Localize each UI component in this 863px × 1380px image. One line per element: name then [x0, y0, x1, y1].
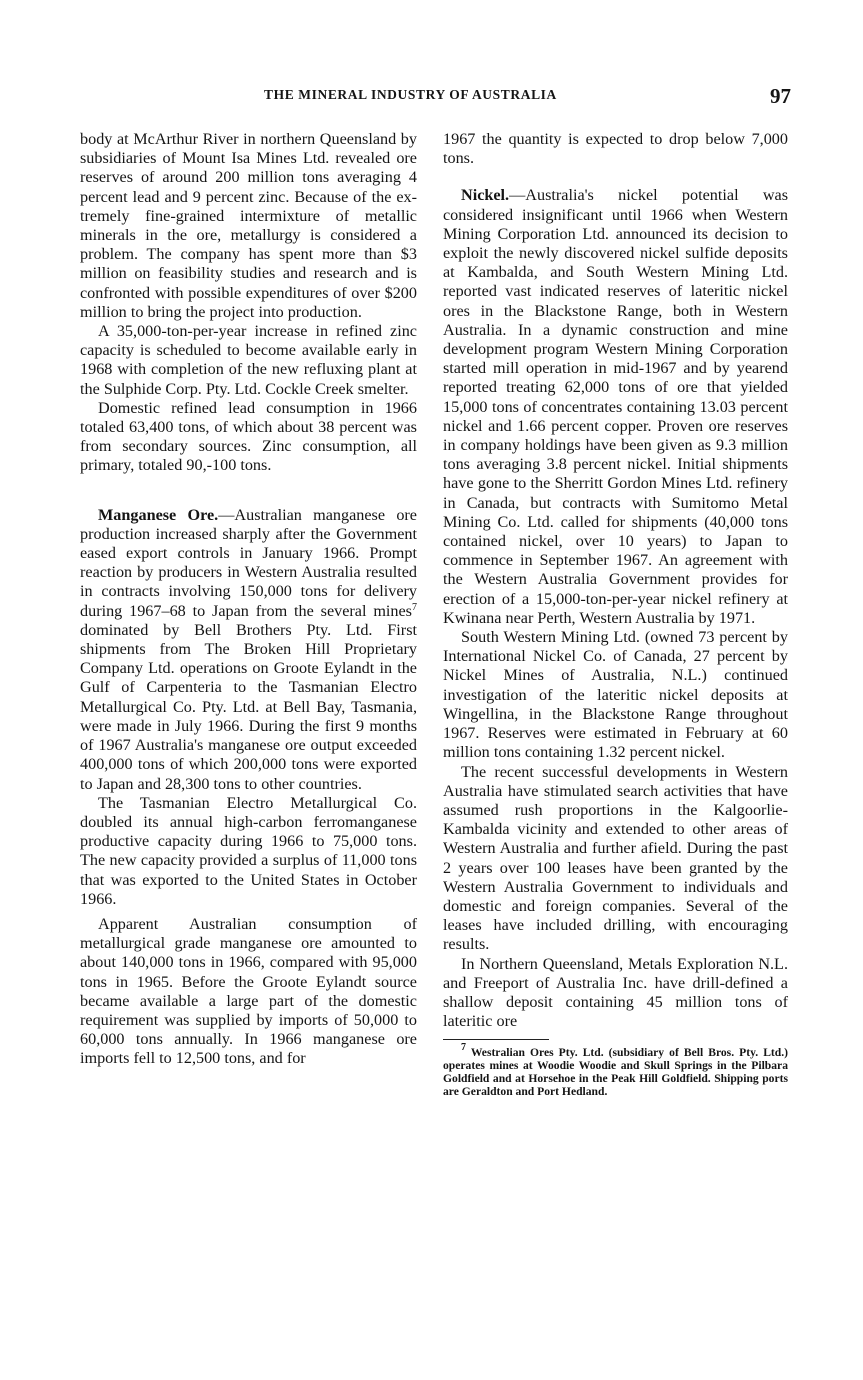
manganese-paragraph: [80, 506, 417, 794]
manganese-text-a: —Australian manganese ore production increased sharply after the Government eased export controls in January 1966. Prompt reaction by producers in Western Australia resulted in contracts involving 150,000 tons for delivery during 1967–68 to Japan from the several mines: [80, 505, 417, 620]
manganese-text-b: dominated by Bell Brothers Pty. Ltd. First shipments from The Broken Hill Proprietary Company Ltd. operations on Groote Eylandt in the Gulf of Carpenteria to the Tasmanian Electro Metallurgical Co. Pty. Ltd. at Bell Bay, Tasmania, were made in July 1966. During the first 9 months of 1967 Australia's manganese ore output exceeded 400,000 tons of which 200,000 tons were exported to Japan and 28,300 tons to other countries.: [80, 620, 417, 793]
zinc-reserves-paragraph: body at McArthur River in northern Queensland by subsidiaries of Mount Isa Mines Ltd. revealed ore reserves of around 200 million tons averaging 4 percent lead and 9 percent zinc. Because of the extremely fine-grained intermixture of metallic minerals in the ore, metallurgy is considered a problem. The company has spent more than $3 million on feasibility studies and research and is confronted with possible expenditures of over $200 million to bring the project into production.: [80, 130, 417, 321]
page-header: [80, 84, 793, 110]
exploration-paragraph: The recent successful developments in Western Australia have stimulated search activities that have assumed rush proportions in the Kalgoorlie-Kambalda vicinity and extended to other areas of Western Australia and further afield. During the past 2 years over 100 leases have been granted by the Western Australia Government to individuals and domestic and foreign companies. Several of the leases have included drilling, with encouraging results.: [443, 762, 788, 954]
queensland-paragraph: In Northern Queensland, Metals Exploration N.L. and Freeport of Australia Inc. have drill-defined a shallow deposit containing 45 million tons of lateritic ore: [443, 954, 788, 1031]
footnote-marker: 7: [461, 1042, 466, 1054]
footnote-ref: 7: [412, 601, 417, 613]
manganese-consumption-paragraph: Apparent Australian consumption of metallurgical grade manganese ore amounted to about 140,000 tons in 1966, compared with 95,000 tons in 1965. Before the Groote Eylandt source became available a large part of the domestic requirement was supplied by imports of 50,000 to 60,000 tons annually. In 1966 manganese ore imports fell to 12,500 tons, and for: [80, 914, 417, 1068]
right-column: [443, 130, 788, 1098]
nickel-heading: Nickel.: [461, 186, 510, 205]
lead-consumption-paragraph: Domestic refined lead consumption in 1966 totaled 63,400 tons, of which about 38 percent was from secondary sources. Zinc consumption, all primary, totaled 90,-100 tons.: [80, 398, 417, 475]
manganese-continuation-paragraph: 1967 the quantity is expected to drop below 7,000 tons.: [443, 130, 788, 168]
left-column: [80, 130, 417, 1069]
ferromanganese-paragraph: The Tasmanian Electro Metallurgical Co. doubled its annual high-carbon ferromanganese productive capacity during 1966 to 75,000 tons. The new capacity provided a surplus of 11,000 tons that was exported to the United States in October 1966.: [80, 793, 417, 908]
footnote: [443, 1042, 788, 1099]
running-title: THE MINERAL INDUSTRY OF AUSTRALIA: [264, 87, 557, 102]
footnote-text: Westralian Ores Pty. Ltd. (subsidiary of Bell Bros. Pty. Ltd.) operates mines at Woodie Woodie and Skull Springs in the Pilbara Goldfield and at Horsehoe in the Peak Hill Goldfield. Shipping ports are Geraldton and Port Hedland.: [443, 1046, 788, 1099]
nickel-paragraph: [443, 186, 788, 628]
page-number: 97: [770, 84, 791, 108]
footnote-rule: [443, 1039, 549, 1040]
wingellina-paragraph: South Western Mining Ltd. (owned 73 percent by International Nickel Co. of Canada, 27 percent by Nickel Mines of Australia, N.L.) continued investigation of the lateritic nickel deposits at Wingellina, in the Blackstone Range throughout 1967. Reserves were estimated in February at 60 million tons containing 1.32 percent nickel.: [443, 628, 788, 762]
zinc-capacity-paragraph: A 35,000-ton-per-year increase in refined zinc capacity is scheduled to become available early in 1968 with completion of the new refluxing plant at the Sulphide Corp. Pty. Ltd. Cockle Creek smelter.: [80, 322, 417, 398]
nickel-text: —Australia's nickel potential was considered insignificant until 1966 when Western Mining Corporation Ltd. announced its decision to exploit the newly discovered nickel sulfide deposits at Kambalda, and South Western Mining Ltd. reported vast indicated reserves of lateritic nickel ores in the Blackstone Range, both in Western Australia. In a dynamic construction and mine development program Western Mining Corporation started mill operation in mid-1967 and by yearend reported treating 62,000 tons of ore that yielded 15,000 tons of concentrates containing 13.03 percent nickel and 1.66 percent copper. Proven ore reserves in company holdings have been given as 9.3 million tons averaging 3.8 percent nickel. Initial shipments have gone to the Sherritt Gordon Mines Ltd. refinery in Canada, but contracts with Sumitomo Metal Mining Co. Ltd. called for shipments (40,000 tons contained nickel, over 10 years) to Japan to commence in September 1967. An agreement with the Western Australia Government provides for erection of a 15,000-ton-per-year nickel refinery at Kwinana near Perth, Western Australia by 1971.: [443, 186, 788, 627]
manganese-heading: Manganese Ore.: [98, 505, 219, 524]
